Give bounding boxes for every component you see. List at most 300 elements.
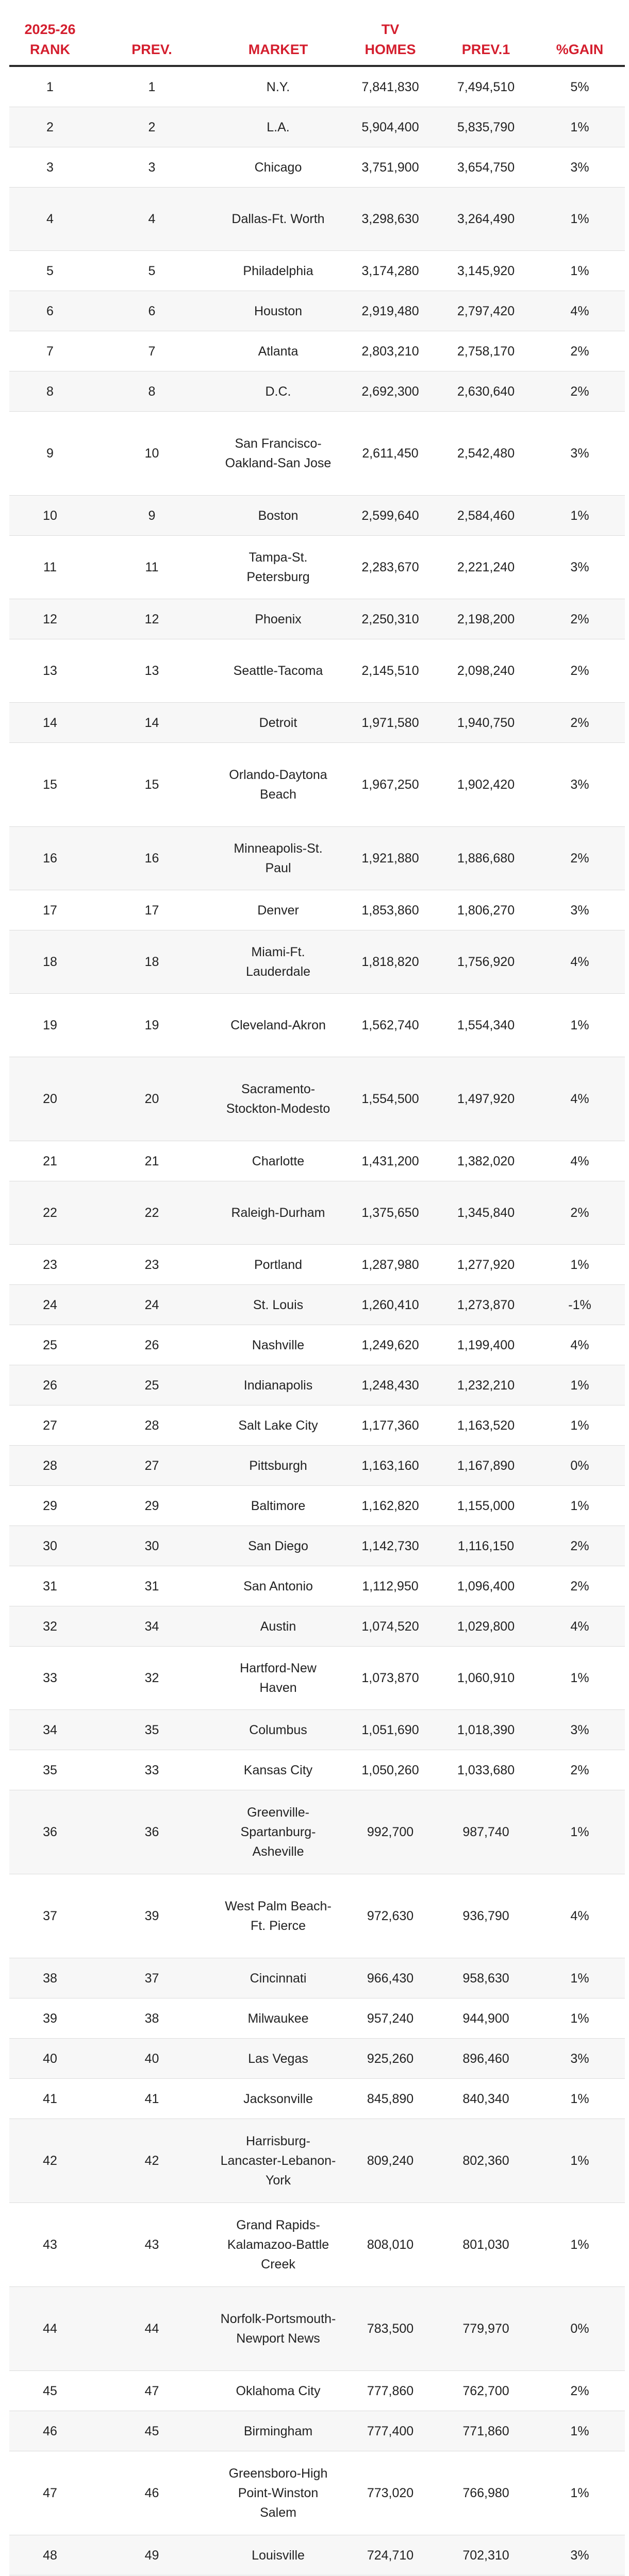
header-homes-line2: HOMES <box>365 42 416 57</box>
table-row <box>9 1606 625 1647</box>
cell-rank: 31 <box>9 1566 91 1606</box>
cell-gain: 2% <box>535 371 625 412</box>
cell-prev1: 1,497,920 <box>437 1057 535 1141</box>
cell-tv-homes: 1,853,860 <box>343 890 437 930</box>
cell-market: Dallas-Ft. Worth <box>213 188 343 251</box>
cell-prev1: 3,654,750 <box>437 147 535 188</box>
cell-rank: 28 <box>9 1446 91 1486</box>
cell-market: San Diego <box>213 1526 343 1566</box>
cell-tv-homes: 3,751,900 <box>343 147 437 188</box>
table-row <box>9 1958 625 1998</box>
cell-prev: 3 <box>91 147 213 188</box>
cell-prev1: 779,970 <box>437 2287 535 2371</box>
cell-prev: 16 <box>91 827 213 890</box>
cell-market: Portland <box>213 1245 343 1285</box>
cell-prev1: 7,494,510 <box>437 66 535 107</box>
cell-rank: 47 <box>9 2451 91 2535</box>
table-row <box>9 2039 625 2079</box>
cell-tv-homes: 2,919,480 <box>343 291 437 331</box>
table-row <box>9 1285 625 1325</box>
cell-gain: 3% <box>535 536 625 599</box>
cell-prev1: 840,340 <box>437 2079 535 2119</box>
cell-prev1: 936,790 <box>437 1874 535 1958</box>
cell-rank: 45 <box>9 2371 91 2411</box>
cell-tv-homes: 2,283,670 <box>343 536 437 599</box>
cell-prev: 45 <box>91 2411 213 2451</box>
cell-rank: 26 <box>9 1365 91 1405</box>
cell-rank: 41 <box>9 2079 91 2119</box>
cell-prev1: 771,860 <box>437 2411 535 2451</box>
cell-prev1: 1,806,270 <box>437 890 535 930</box>
cell-prev: 26 <box>91 1325 213 1365</box>
cell-tv-homes: 1,142,730 <box>343 1526 437 1566</box>
cell-market: San Francisco-Oakland-San Jose <box>213 412 343 496</box>
cell-tv-homes: 3,298,630 <box>343 188 437 251</box>
cell-rank: 14 <box>9 703 91 743</box>
cell-prev: 7 <box>91 331 213 371</box>
cell-rank: 12 <box>9 599 91 639</box>
cell-gain: 1% <box>535 1790 625 1874</box>
cell-prev1: 5,835,790 <box>437 107 535 147</box>
table-row <box>9 1405 625 1446</box>
header-prev1: PREV.1 <box>437 0 535 66</box>
cell-tv-homes: 773,020 <box>343 2451 437 2535</box>
table-row <box>9 147 625 188</box>
cell-gain: 2% <box>535 2371 625 2411</box>
cell-market: Greensboro-High Point-Winston Salem <box>213 2451 343 2535</box>
cell-rank: 11 <box>9 536 91 599</box>
cell-rank: 20 <box>9 1057 91 1141</box>
cell-gain: 4% <box>535 1325 625 1365</box>
cell-prev: 42 <box>91 2119 213 2203</box>
cell-rank: 48 <box>9 2535 91 2575</box>
cell-gain: 0% <box>535 1446 625 1486</box>
cell-market: N.Y. <box>213 66 343 107</box>
cell-prev: 37 <box>91 1958 213 1998</box>
table-row <box>9 371 625 412</box>
table-row <box>9 1998 625 2039</box>
cell-market: Seattle-Tacoma <box>213 639 343 703</box>
cell-tv-homes: 1,260,410 <box>343 1285 437 1325</box>
cell-tv-homes: 1,431,200 <box>343 1141 437 1181</box>
cell-prev: 35 <box>91 1710 213 1750</box>
cell-prev: 22 <box>91 1181 213 1245</box>
table-row <box>9 251 625 291</box>
table-row <box>9 1710 625 1750</box>
cell-gain: 1% <box>535 1365 625 1405</box>
cell-gain: 4% <box>535 930 625 994</box>
cell-prev1: 3,145,920 <box>437 251 535 291</box>
cell-rank: 29 <box>9 1486 91 1526</box>
table-row <box>9 1141 625 1181</box>
table-row <box>9 107 625 147</box>
cell-market: Hartford-New Haven <box>213 1647 343 1710</box>
cell-prev: 36 <box>91 1790 213 1874</box>
cell-tv-homes: 2,599,640 <box>343 496 437 536</box>
cell-tv-homes: 1,921,880 <box>343 827 437 890</box>
cell-tv-homes: 1,177,360 <box>343 1405 437 1446</box>
cell-tv-homes: 5,904,400 <box>343 107 437 147</box>
table-row <box>9 2371 625 2411</box>
cell-rank: 4 <box>9 188 91 251</box>
cell-gain: 2% <box>535 331 625 371</box>
cell-prev: 4 <box>91 188 213 251</box>
cell-rank: 1 <box>9 66 91 107</box>
cell-gain: 1% <box>535 251 625 291</box>
cell-prev1: 1,116,150 <box>437 1526 535 1566</box>
cell-market: Sacramento-Stockton-Modesto <box>213 1057 343 1141</box>
table-row <box>9 1245 625 1285</box>
cell-gain: 5% <box>535 66 625 107</box>
cell-market: Austin <box>213 1606 343 1647</box>
cell-rank: 7 <box>9 331 91 371</box>
cell-prev1: 1,096,400 <box>437 1566 535 1606</box>
table-row <box>9 1325 625 1365</box>
cell-gain: 2% <box>535 703 625 743</box>
cell-tv-homes: 2,611,450 <box>343 412 437 496</box>
cell-market: Denver <box>213 890 343 930</box>
cell-tv-homes: 1,818,820 <box>343 930 437 994</box>
cell-prev1: 2,758,170 <box>437 331 535 371</box>
table-row <box>9 639 625 703</box>
cell-tv-homes: 3,174,280 <box>343 251 437 291</box>
cell-prev: 27 <box>91 1446 213 1486</box>
table-row <box>9 1446 625 1486</box>
table-row <box>9 2119 625 2203</box>
cell-prev1: 1,554,340 <box>437 994 535 1057</box>
cell-market: West Palm Beach-Ft. Pierce <box>213 1874 343 1958</box>
cell-prev1: 1,273,870 <box>437 1285 535 1325</box>
cell-tv-homes: 957,240 <box>343 1998 437 2039</box>
cell-prev1: 1,382,020 <box>437 1141 535 1181</box>
cell-rank: 39 <box>9 1998 91 2039</box>
cell-market: Grand Rapids-Kalamazoo-Battle Creek <box>213 2203 343 2287</box>
cell-prev: 2 <box>91 107 213 147</box>
table-row <box>9 1486 625 1526</box>
cell-gain: 1% <box>535 994 625 1057</box>
cell-market: Houston <box>213 291 343 331</box>
cell-rank: 21 <box>9 1141 91 1181</box>
cell-prev1: 958,630 <box>437 1958 535 1998</box>
table-row <box>9 291 625 331</box>
cell-tv-homes: 1,112,950 <box>343 1566 437 1606</box>
cell-prev: 40 <box>91 2039 213 2079</box>
cell-market: Greenville-Spartanburg-Asheville <box>213 1790 343 1874</box>
cell-tv-homes: 1,051,690 <box>343 1710 437 1750</box>
cell-market: St. Louis <box>213 1285 343 1325</box>
cell-market: Orlando-Daytona Beach <box>213 743 343 827</box>
cell-rank: 35 <box>9 1750 91 1790</box>
cell-prev: 18 <box>91 930 213 994</box>
cell-prev1: 987,740 <box>437 1790 535 1874</box>
table-row <box>9 2535 625 2575</box>
table-row <box>9 703 625 743</box>
cell-gain: 1% <box>535 1486 625 1526</box>
cell-rank: 25 <box>9 1325 91 1365</box>
cell-rank: 15 <box>9 743 91 827</box>
header-row <box>9 0 625 66</box>
cell-tv-homes: 966,430 <box>343 1958 437 1998</box>
cell-market: Cleveland-Akron <box>213 994 343 1057</box>
cell-gain: 0% <box>535 2287 625 2371</box>
cell-gain: 1% <box>535 1998 625 2039</box>
cell-tv-homes: 1,249,620 <box>343 1325 437 1365</box>
table-row <box>9 2451 625 2535</box>
cell-prev1: 2,630,640 <box>437 371 535 412</box>
cell-gain: 3% <box>535 2039 625 2079</box>
cell-rank: 42 <box>9 2119 91 2203</box>
cell-rank: 6 <box>9 291 91 331</box>
cell-gain: 4% <box>535 1606 625 1647</box>
cell-prev1: 2,198,200 <box>437 599 535 639</box>
table-row <box>9 827 625 890</box>
cell-prev1: 2,797,420 <box>437 291 535 331</box>
cell-market: Nashville <box>213 1325 343 1365</box>
cell-market: Boston <box>213 496 343 536</box>
cell-gain: 1% <box>535 2411 625 2451</box>
cell-market: Cincinnati <box>213 1958 343 1998</box>
cell-prev: 6 <box>91 291 213 331</box>
cell-market: Milwaukee <box>213 1998 343 2039</box>
cell-prev: 38 <box>91 1998 213 2039</box>
cell-tv-homes: 724,710 <box>343 2535 437 2575</box>
cell-prev: 41 <box>91 2079 213 2119</box>
cell-gain: 1% <box>535 2119 625 2203</box>
cell-rank: 19 <box>9 994 91 1057</box>
cell-gain: 2% <box>535 1526 625 1566</box>
cell-prev1: 1,199,400 <box>437 1325 535 1365</box>
cell-gain: 2% <box>535 639 625 703</box>
header-rank <box>9 0 91 66</box>
cell-prev1: 2,542,480 <box>437 412 535 496</box>
cell-market: Norfolk-Portsmouth-Newport News <box>213 2287 343 2371</box>
cell-gain: 3% <box>535 743 625 827</box>
table-row <box>9 1874 625 1958</box>
cell-prev: 9 <box>91 496 213 536</box>
header-market: MARKET <box>213 0 343 66</box>
cell-tv-homes: 7,841,830 <box>343 66 437 107</box>
cell-rank: 23 <box>9 1245 91 1285</box>
cell-prev1: 802,360 <box>437 2119 535 2203</box>
cell-prev: 31 <box>91 1566 213 1606</box>
cell-rank: 32 <box>9 1606 91 1647</box>
cell-rank: 40 <box>9 2039 91 2079</box>
cell-prev1: 3,264,490 <box>437 188 535 251</box>
cell-rank: 22 <box>9 1181 91 1245</box>
cell-prev1: 762,700 <box>437 2371 535 2411</box>
table-row <box>9 599 625 639</box>
cell-market: Tampa-St. Petersburg <box>213 536 343 599</box>
cell-market: Kansas City <box>213 1750 343 1790</box>
cell-market: L.A. <box>213 107 343 147</box>
cell-market: Pittsburgh <box>213 1446 343 1486</box>
cell-prev1: 896,460 <box>437 2039 535 2079</box>
cell-prev: 33 <box>91 1750 213 1790</box>
cell-market: Salt Lake City <box>213 1405 343 1446</box>
cell-prev: 44 <box>91 2287 213 2371</box>
header-rank-line2: RANK <box>30 42 70 57</box>
cell-prev: 19 <box>91 994 213 1057</box>
table-row <box>9 66 625 107</box>
table-row <box>9 496 625 536</box>
cell-tv-homes: 845,890 <box>343 2079 437 2119</box>
cell-market: Raleigh-Durham <box>213 1181 343 1245</box>
cell-prev1: 1,163,520 <box>437 1405 535 1446</box>
cell-gain: 1% <box>535 2451 625 2535</box>
cell-prev1: 1,018,390 <box>437 1710 535 1750</box>
cell-rank: 27 <box>9 1405 91 1446</box>
cell-prev: 23 <box>91 1245 213 1285</box>
cell-tv-homes: 1,971,580 <box>343 703 437 743</box>
cell-prev: 29 <box>91 1486 213 1526</box>
cell-market: Birmingham <box>213 2411 343 2451</box>
cell-prev1: 702,310 <box>437 2535 535 2575</box>
cell-market: Atlanta <box>213 331 343 371</box>
cell-prev1: 1,029,800 <box>437 1606 535 1647</box>
cell-rank: 16 <box>9 827 91 890</box>
cell-rank: 36 <box>9 1790 91 1874</box>
cell-gain: 1% <box>535 1958 625 1998</box>
cell-prev: 47 <box>91 2371 213 2411</box>
cell-gain: 4% <box>535 1874 625 1958</box>
cell-prev: 14 <box>91 703 213 743</box>
cell-tv-homes: 925,260 <box>343 2039 437 2079</box>
cell-tv-homes: 1,248,430 <box>343 1365 437 1405</box>
table-row <box>9 2203 625 2287</box>
cell-prev1: 801,030 <box>437 2203 535 2287</box>
cell-market: Charlotte <box>213 1141 343 1181</box>
cell-tv-homes: 1,375,650 <box>343 1181 437 1245</box>
cell-tv-homes: 1,074,520 <box>343 1606 437 1647</box>
cell-market: Columbus <box>213 1710 343 1750</box>
cell-gain: 1% <box>535 1245 625 1285</box>
cell-rank: 17 <box>9 890 91 930</box>
cell-tv-homes: 2,803,210 <box>343 331 437 371</box>
cell-tv-homes: 777,860 <box>343 2371 437 2411</box>
cell-rank: 46 <box>9 2411 91 2451</box>
cell-gain: 3% <box>535 890 625 930</box>
cell-prev1: 1,277,920 <box>437 1245 535 1285</box>
table-row <box>9 1526 625 1566</box>
cell-market: Baltimore <box>213 1486 343 1526</box>
cell-rank: 5 <box>9 251 91 291</box>
table-row <box>9 2287 625 2371</box>
table-body <box>9 66 625 2576</box>
cell-gain: 3% <box>535 412 625 496</box>
cell-prev: 30 <box>91 1526 213 1566</box>
table-row <box>9 743 625 827</box>
table-row <box>9 890 625 930</box>
cell-prev1: 1,060,910 <box>437 1647 535 1710</box>
table-row <box>9 1057 625 1141</box>
cell-market: Detroit <box>213 703 343 743</box>
cell-market: D.C. <box>213 371 343 412</box>
cell-prev: 5 <box>91 251 213 291</box>
cell-prev: 21 <box>91 1141 213 1181</box>
cell-gain: 1% <box>535 1647 625 1710</box>
cell-gain: 2% <box>535 827 625 890</box>
cell-rank: 8 <box>9 371 91 412</box>
header-tv-homes <box>343 0 437 66</box>
cell-prev: 12 <box>91 599 213 639</box>
cell-prev: 43 <box>91 2203 213 2287</box>
cell-tv-homes: 972,630 <box>343 1874 437 1958</box>
table-row <box>9 2079 625 2119</box>
cell-tv-homes: 2,692,300 <box>343 371 437 412</box>
cell-prev: 24 <box>91 1285 213 1325</box>
cell-prev1: 1,886,680 <box>437 827 535 890</box>
cell-gain: 4% <box>535 291 625 331</box>
cell-market: Jacksonville <box>213 2079 343 2119</box>
cell-prev: 10 <box>91 412 213 496</box>
cell-rank: 43 <box>9 2203 91 2287</box>
cell-prev1: 1,167,890 <box>437 1446 535 1486</box>
cell-prev: 1 <box>91 66 213 107</box>
cell-prev: 11 <box>91 536 213 599</box>
cell-rank: 37 <box>9 1874 91 1958</box>
cell-market: Harrisburg-Lancaster-Lebanon-York <box>213 2119 343 2203</box>
cell-gain: -1% <box>535 1285 625 1325</box>
cell-gain: 1% <box>535 107 625 147</box>
cell-rank: 30 <box>9 1526 91 1566</box>
cell-rank: 33 <box>9 1647 91 1710</box>
cell-rank: 3 <box>9 147 91 188</box>
cell-prev: 13 <box>91 639 213 703</box>
cell-gain: 1% <box>535 188 625 251</box>
cell-prev: 20 <box>91 1057 213 1141</box>
table-row <box>9 1750 625 1790</box>
cell-prev: 28 <box>91 1405 213 1446</box>
header-gain: %GAIN <box>535 0 625 66</box>
cell-gain: 3% <box>535 1710 625 1750</box>
cell-prev1: 1,232,210 <box>437 1365 535 1405</box>
cell-tv-homes: 809,240 <box>343 2119 437 2203</box>
cell-prev1: 944,900 <box>437 1998 535 2039</box>
cell-prev: 15 <box>91 743 213 827</box>
cell-prev1: 1,756,920 <box>437 930 535 994</box>
cell-tv-homes: 783,500 <box>343 2287 437 2371</box>
cell-prev: 39 <box>91 1874 213 1958</box>
cell-prev: 46 <box>91 2451 213 2535</box>
cell-tv-homes: 1,162,820 <box>343 1486 437 1526</box>
cell-prev: 25 <box>91 1365 213 1405</box>
tv-markets-table <box>9 0 625 2576</box>
cell-gain: 1% <box>535 1405 625 1446</box>
cell-tv-homes: 992,700 <box>343 1790 437 1874</box>
cell-tv-homes: 1,287,980 <box>343 1245 437 1285</box>
header-rank-line1: 2025-26 <box>24 22 76 37</box>
cell-market: Oklahoma City <box>213 2371 343 2411</box>
cell-tv-homes: 1,163,160 <box>343 1446 437 1486</box>
cell-gain: 1% <box>535 2203 625 2287</box>
cell-rank: 38 <box>9 1958 91 1998</box>
cell-market: Chicago <box>213 147 343 188</box>
cell-gain: 2% <box>535 1750 625 1790</box>
cell-rank: 2 <box>9 107 91 147</box>
cell-tv-homes: 808,010 <box>343 2203 437 2287</box>
cell-rank: 34 <box>9 1710 91 1750</box>
cell-market: Indianapolis <box>213 1365 343 1405</box>
cell-gain: 2% <box>535 1181 625 1245</box>
cell-tv-homes: 777,400 <box>343 2411 437 2451</box>
cell-rank: 44 <box>9 2287 91 2371</box>
cell-rank: 9 <box>9 412 91 496</box>
cell-prev1: 1,902,420 <box>437 743 535 827</box>
cell-tv-homes: 1,562,740 <box>343 994 437 1057</box>
cell-prev: 49 <box>91 2535 213 2575</box>
table-row <box>9 930 625 994</box>
cell-tv-homes: 1,967,250 <box>343 743 437 827</box>
